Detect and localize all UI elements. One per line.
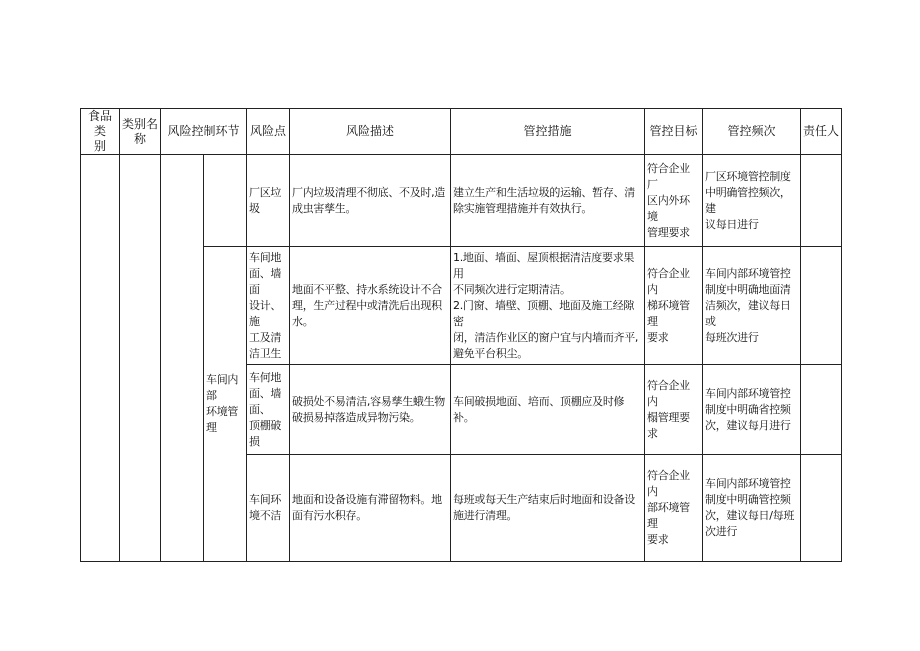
responsible-cell	[801, 247, 842, 365]
control-measures-cell: 车间破损地面、培而、顶棚应及时修补。	[451, 365, 645, 455]
control-target-cell: 符合企业厂 区内外环境 管理要求	[645, 155, 703, 247]
risk-point-cell: 车何地 面、墙面、 顶棚破 损	[247, 365, 290, 455]
risk-description-cell: 地面和设备设施有滞留物料。地 面有污水积存。	[290, 455, 451, 562]
control-frequency-cell: 车间内部环境管控 制度中明确管控频 次，建议每日/每班 次进行	[703, 455, 801, 562]
risk-point-cell: 厂区垃 圾	[247, 155, 290, 247]
control-measures-cell: 每班或每天生产结束后时地面和设备设 施进行清理。	[451, 455, 645, 562]
risk-control-table	[80, 108, 842, 562]
responsible-cell	[801, 455, 842, 562]
header-responsible: 责任人	[801, 109, 842, 155]
responsible-cell	[801, 365, 842, 455]
risk-description-cell: 破损处不易清洁,容易孳生蛾生物 破损易掉落造成异物污染。	[290, 365, 451, 455]
control-measures-cell: 建立生产和生活垃圾的运输、暂存、清 除实施管理措施并有效执行。	[451, 155, 645, 247]
sub-stage-cell	[204, 155, 247, 247]
table-row	[81, 155, 842, 247]
risk-point-cell: 车间地 面、墙面 设计、施 工及清 洁卫生	[247, 247, 290, 365]
header-risk-point: 风险点	[247, 109, 290, 155]
control-target-cell: 符合企业内 榻管理要求	[645, 365, 703, 455]
header-control-measures: 管控措施	[451, 109, 645, 155]
category-name-cell	[120, 155, 161, 562]
risk-description-cell: 厂内垃圾清理不彻底、不及时,造 成虫害孳生。	[290, 155, 451, 247]
risk-point-cell: 车间环 境不洁	[247, 455, 290, 562]
sub-stage-cell: 车间内部 环境管理	[204, 247, 247, 562]
control-frequency-cell: 车间内部环境管控 制度中明确地面清 洁频次，建议每日或 每班次进行	[703, 247, 801, 365]
header-control-target: 管控目标	[645, 109, 703, 155]
control-target-cell: 符合企业内 梯环境管理 要求	[645, 247, 703, 365]
control-frequency-cell: 厂区环境管控制度 中明确管控频次，建 议每日进行	[703, 155, 801, 247]
responsible-cell	[801, 155, 842, 247]
risk-description-cell: 地面不平整、持水系统设计不合 理，生产过程中或清洗后出现积 水。	[290, 247, 451, 365]
header-food-category: 食品类 别	[81, 109, 120, 155]
header-row	[81, 109, 842, 155]
header-category-name: 类别名 称	[120, 109, 161, 155]
control-frequency-cell: 车间内部环境管控 制度中明确省控频 次，建议每月进行	[703, 365, 801, 455]
control-measures-cell: 1.地面、墙面、屋顶根据清洁度要求果用 不同频次进行定期清洁。 2.门窗、墙壁、顶棚、地面及施工经隙密 闭，清洁作业区的窗户宜与内墙而齐平, 避免平台积尘。	[451, 247, 645, 365]
control-target-cell: 符合企业内 部环境管理 要求	[645, 455, 703, 562]
header-control-stage: 风险控制环节	[161, 109, 247, 155]
food-category-cell	[81, 155, 120, 562]
header-risk-description: 风险描述	[290, 109, 451, 155]
header-control-frequency: 管控频次	[703, 109, 801, 155]
control-stage-cell	[161, 155, 204, 562]
